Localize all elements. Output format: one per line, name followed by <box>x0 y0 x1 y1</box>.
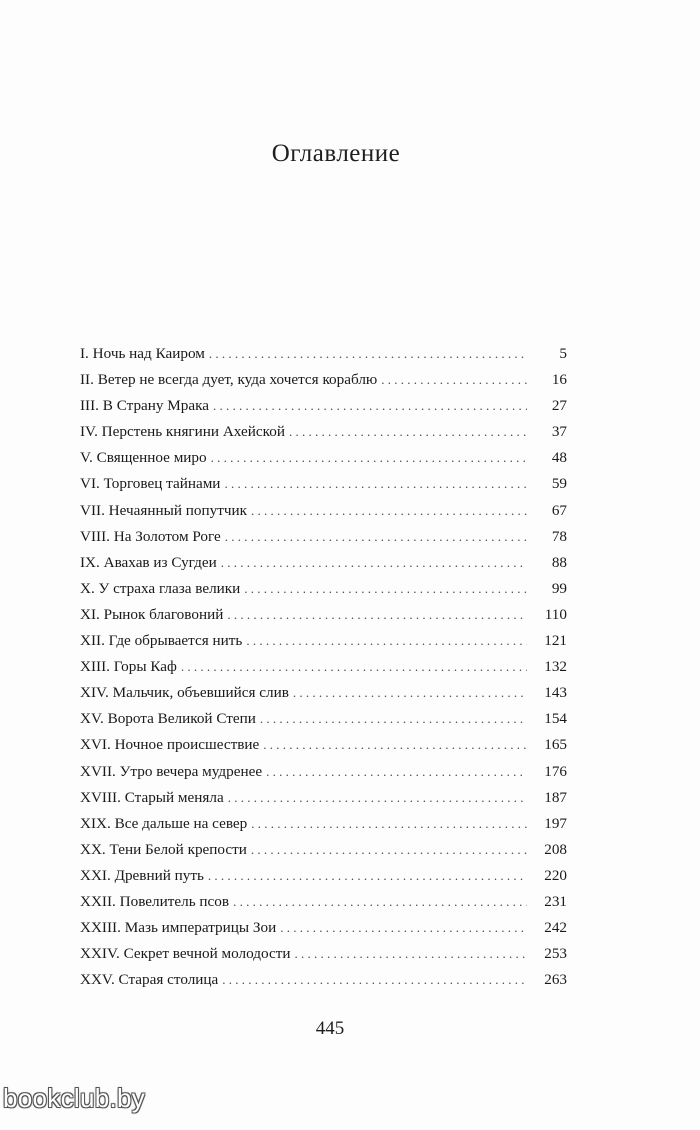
toc-leader-dots <box>294 941 527 967</box>
toc-entry-page: 154 <box>544 710 567 728</box>
toc-leader-dots <box>251 837 527 863</box>
toc-entry-title: V. Священное миро <box>80 449 207 467</box>
toc-entry-title: IX. Авахав из Сугдеи <box>80 553 217 571</box>
toc-entry <box>80 576 567 602</box>
toc-entry-title: XII. Где обрывается нить <box>80 632 243 650</box>
toc-entry-page: 37 <box>551 423 567 441</box>
toc-entry <box>80 732 567 758</box>
toc-entry-title: XV. Ворота Великой Степи <box>80 710 256 728</box>
toc-entry-title: XXI. Древний путь <box>80 866 204 884</box>
toc-leader-dots <box>266 759 527 785</box>
toc-entry-page: 197 <box>544 814 567 832</box>
toc-entry-title: VI. Торговец тайнами <box>80 475 221 493</box>
toc-entry-title: XXIII. Мазь императрицы Зои <box>80 919 277 937</box>
toc-entry-page: 59 <box>551 475 567 493</box>
toc-entry-page: 110 <box>544 605 567 623</box>
toc-entry-title: XVII. Утро вечера мудренее <box>80 762 263 780</box>
table-of-contents <box>80 341 567 993</box>
toc-entry <box>80 941 567 967</box>
toc-leader-dots <box>381 367 527 393</box>
toc-entry <box>80 524 567 550</box>
toc-entry <box>80 889 567 915</box>
toc-entry-page: 231 <box>544 892 567 910</box>
toc-leader-dots <box>280 915 527 941</box>
toc-entry-page: 187 <box>544 788 567 806</box>
toc-entry <box>80 706 567 732</box>
toc-entry <box>80 419 567 445</box>
toc-leader-dots <box>211 445 527 471</box>
toc-leader-dots <box>289 419 527 445</box>
toc-entry <box>80 341 567 367</box>
toc-leader-dots <box>227 602 527 628</box>
toc-entry-title: XVIII. Старый меняла <box>80 788 224 806</box>
toc-entry-page: 176 <box>544 762 567 780</box>
toc-entry-page: 16 <box>551 371 567 389</box>
toc-leader-dots <box>221 550 527 576</box>
toc-entry-title: III. В Страну Мрака <box>80 397 210 415</box>
toc-entry-page: 67 <box>551 501 567 519</box>
toc-entry <box>80 471 567 497</box>
toc-entry-title: XIII. Горы Каф <box>80 658 177 676</box>
toc-entry <box>80 550 567 576</box>
toc-leader-dots <box>251 498 527 524</box>
toc-entry <box>80 445 567 471</box>
toc-entry-title: VII. Нечаянный попутчик <box>80 501 247 519</box>
toc-leader-dots <box>246 628 527 654</box>
toc-entry-page: 5 <box>559 345 567 362</box>
toc-leader-dots <box>263 732 527 758</box>
toc-entry-page: 165 <box>544 736 567 754</box>
toc-entry-page: 132 <box>544 658 567 676</box>
toc-entry-title: XXIV. Секрет вечной молодости <box>80 945 291 963</box>
toc-entry <box>80 680 567 706</box>
toc-leader-dots <box>228 785 527 811</box>
toc-entry-page: 242 <box>544 919 567 937</box>
toc-entry <box>80 654 567 680</box>
toc-entry-title: II. Ветер не всегда дует, куда хочется кораблю <box>80 371 378 389</box>
toc-entry <box>80 785 567 811</box>
toc-entry-title: XXII. Повелитель псов <box>80 892 230 910</box>
toc-entry-page: 253 <box>544 945 567 963</box>
page-number: 445 <box>315 1018 345 1039</box>
toc-leader-dots <box>260 706 527 732</box>
toc-leader-dots <box>222 967 527 993</box>
toc-leader-dots <box>209 341 527 367</box>
toc-entry-page: 48 <box>551 449 567 467</box>
toc-leader-dots <box>208 863 527 889</box>
toc-entry-page: 220 <box>544 866 567 884</box>
toc-leader-dots <box>181 654 527 680</box>
toc-entry-title: XXV. Старая столица <box>80 971 219 989</box>
toc-leader-dots <box>293 680 527 706</box>
toc-entry-title: XX. Тени Белой крепости <box>80 840 247 858</box>
toc-entry-page: 88 <box>551 553 567 571</box>
toc-leader-dots <box>244 576 527 602</box>
toc-entry <box>80 759 567 785</box>
toc-entry-title: XIV. Мальчик, объевшийся слив <box>80 684 289 702</box>
toc-entry <box>80 628 567 654</box>
toc-entry-title: XI. Рынок благовоний <box>80 605 224 623</box>
toc-entry-page: 27 <box>551 397 567 415</box>
toc-entry-page: 263 <box>544 971 567 989</box>
toc-entry-page: 143 <box>544 684 567 702</box>
toc-leader-dots <box>225 524 527 550</box>
toc-entry-title: VIII. На Золотом Роге <box>80 527 221 545</box>
toc-leader-dots <box>233 889 527 915</box>
toc-entry-title: I. Ночь над Каиром <box>80 345 205 362</box>
toc-entry <box>80 393 567 419</box>
toc-leader-dots <box>224 471 527 497</box>
toc-entry-title: X. У страха глаза велики <box>80 579 241 597</box>
toc-entry <box>80 837 567 863</box>
toc-entry-page: 78 <box>551 527 567 545</box>
toc-entry <box>80 498 567 524</box>
watermark-logo: bookclub.by <box>3 1083 146 1113</box>
toc-leader-dots <box>213 393 527 419</box>
toc-entry <box>80 863 567 889</box>
toc-entry-page: 208 <box>544 840 567 858</box>
page-title: Оглавление <box>271 140 401 167</box>
toc-entry <box>80 915 567 941</box>
toc-entry-title: XVI. Ночное происшествие <box>80 736 260 754</box>
toc-entry-title: XIX. Все дальше на север <box>80 814 248 832</box>
toc-leader-dots <box>251 811 527 837</box>
toc-entry <box>80 967 567 993</box>
toc-entry <box>80 367 567 393</box>
toc-entry <box>80 602 567 628</box>
toc-entry-page: 121 <box>544 632 567 650</box>
toc-entry <box>80 811 567 837</box>
toc-entry-page: 99 <box>551 579 567 597</box>
toc-entry-title: IV. Перстень княгини Ахейской <box>80 423 285 441</box>
